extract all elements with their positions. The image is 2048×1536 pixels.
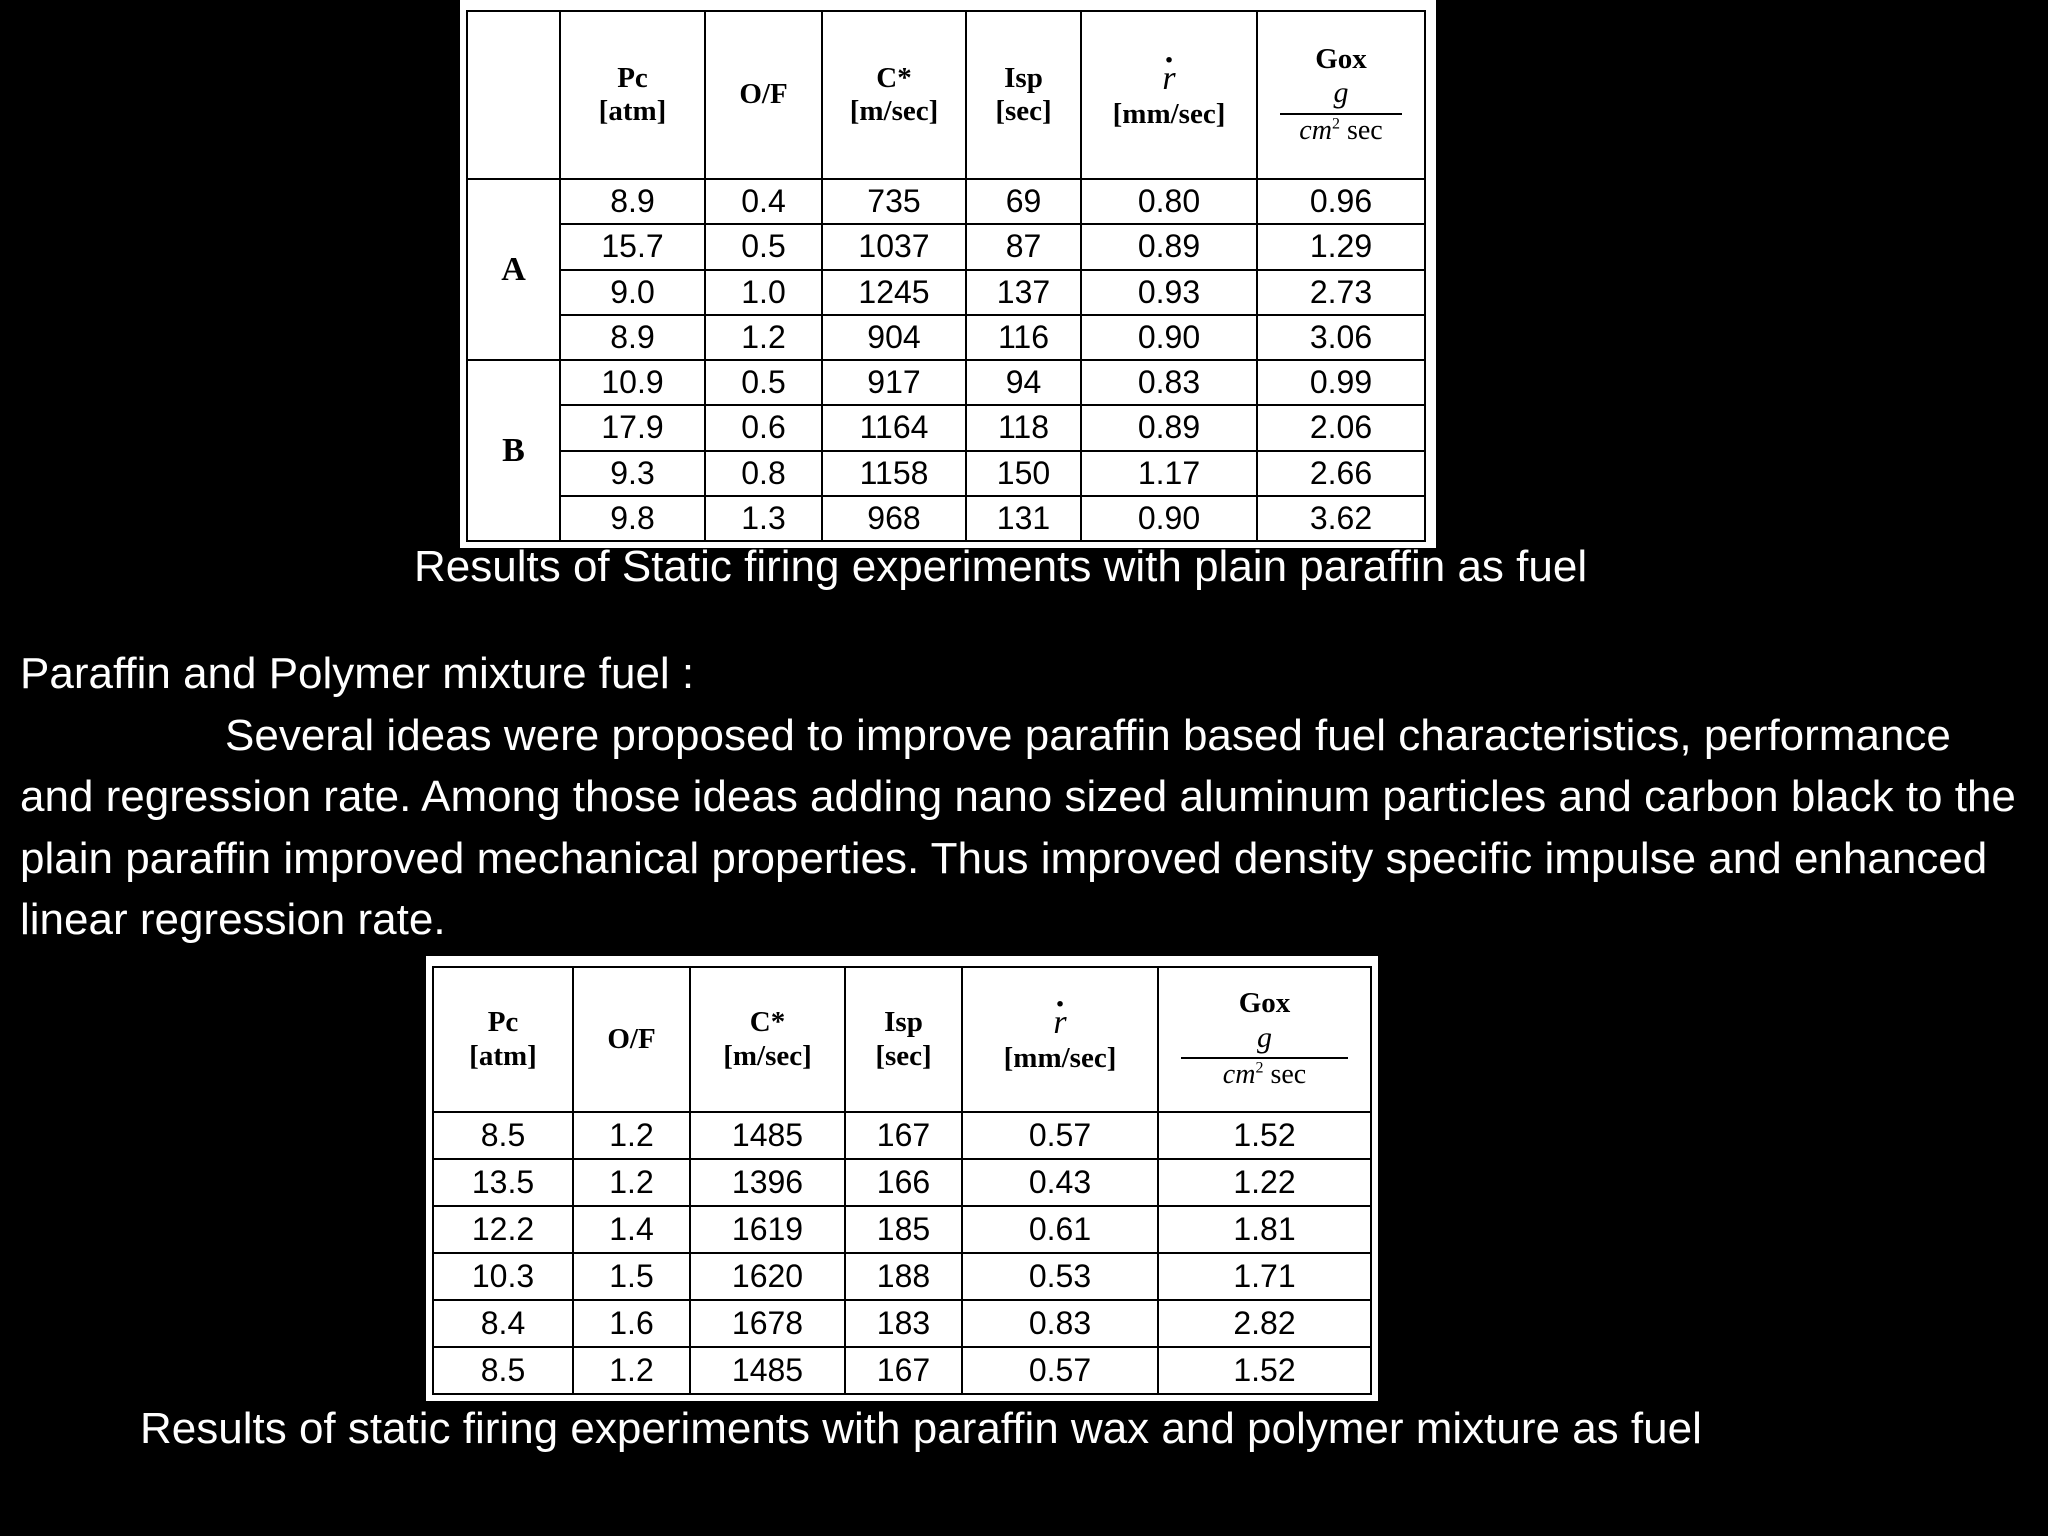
header-gox: Gox g $cm^2$ sec [1257,11,1425,179]
table-row: 9.8 1.3 968 131 0.90 3.62 [467,496,1425,541]
group-label-a: A [467,179,560,360]
section-text [20,643,2030,951]
header-isp: Isp [sec] [845,967,962,1112]
results-table-2 [432,966,1372,1395]
table-row: 17.9 0.6 1164 118 0.89 2.06 [467,405,1425,450]
header-of: O/F [705,11,822,179]
table-row: 8.9 1.2 904 116 0.90 3.06 [467,315,1425,360]
table-row: 12.2 1.4 1619 185 0.61 1.81 [433,1206,1371,1253]
header-isp: Isp [sec] [966,11,1081,179]
table-row: B 10.9 0.5 917 94 0.83 0.99 [467,360,1425,405]
table-paraffin-polymer [426,956,1378,1401]
table-row: 13.5 1.2 1396 166 0.43 1.22 [433,1159,1371,1206]
header-regression-rate: r · [mm/sec] [962,967,1158,1112]
table-header-row [433,967,1371,1112]
header-group-empty [467,11,560,179]
table-header-row [467,11,1425,179]
table-plain-paraffin [460,0,1436,548]
group-label-b: B [467,360,560,541]
section-body: Several ideas were proposed to improve paraffin based fuel characteristics, performance and regression rate. Among those ideas adding nano sized aluminum particles and carbon black to the plain paraffin improved mechanical properties. Thus improved density specific impulse and enhanced linear regression rate. [20,710,2016,944]
header-pc: Pc [atm] [560,11,705,179]
table-2-caption: Results of static firing experiments with paraffin wax and polymer mixture as fuel [140,1404,1702,1453]
table-row: 9.0 1.0 1245 137 0.93 2.73 [467,270,1425,315]
header-regression-rate: r · [mm/sec] [1081,11,1257,179]
header-gox: Gox g $cm^2$ sec [1158,967,1371,1112]
results-table-1 [466,10,1426,542]
table-row: 9.3 0.8 1158 150 1.17 2.66 [467,451,1425,496]
header-cstar: C* [m/sec] [690,967,845,1112]
table-row: A 8.9 0.4 735 69 0.80 0.96 [467,179,1425,224]
header-pc: Pc [atm] [433,967,573,1112]
table-row: 10.3 1.5 1620 188 0.53 1.71 [433,1253,1371,1300]
header-cstar: C* [m/sec] [822,11,966,179]
table-row: 8.5 1.2 1485 167 0.57 1.52 [433,1347,1371,1394]
table-row: 8.4 1.6 1678 183 0.83 2.82 [433,1300,1371,1347]
section-heading: Paraffin and Polymer mixture fuel : [20,649,695,698]
table-row: 15.7 0.5 1037 87 0.89 1.29 [467,224,1425,269]
table-row: 8.5 1.2 1485 167 0.57 1.52 [433,1112,1371,1159]
header-of: O/F [573,967,690,1112]
table-1-caption: Results of Static firing experiments with plain paraffin as fuel [414,542,1588,591]
